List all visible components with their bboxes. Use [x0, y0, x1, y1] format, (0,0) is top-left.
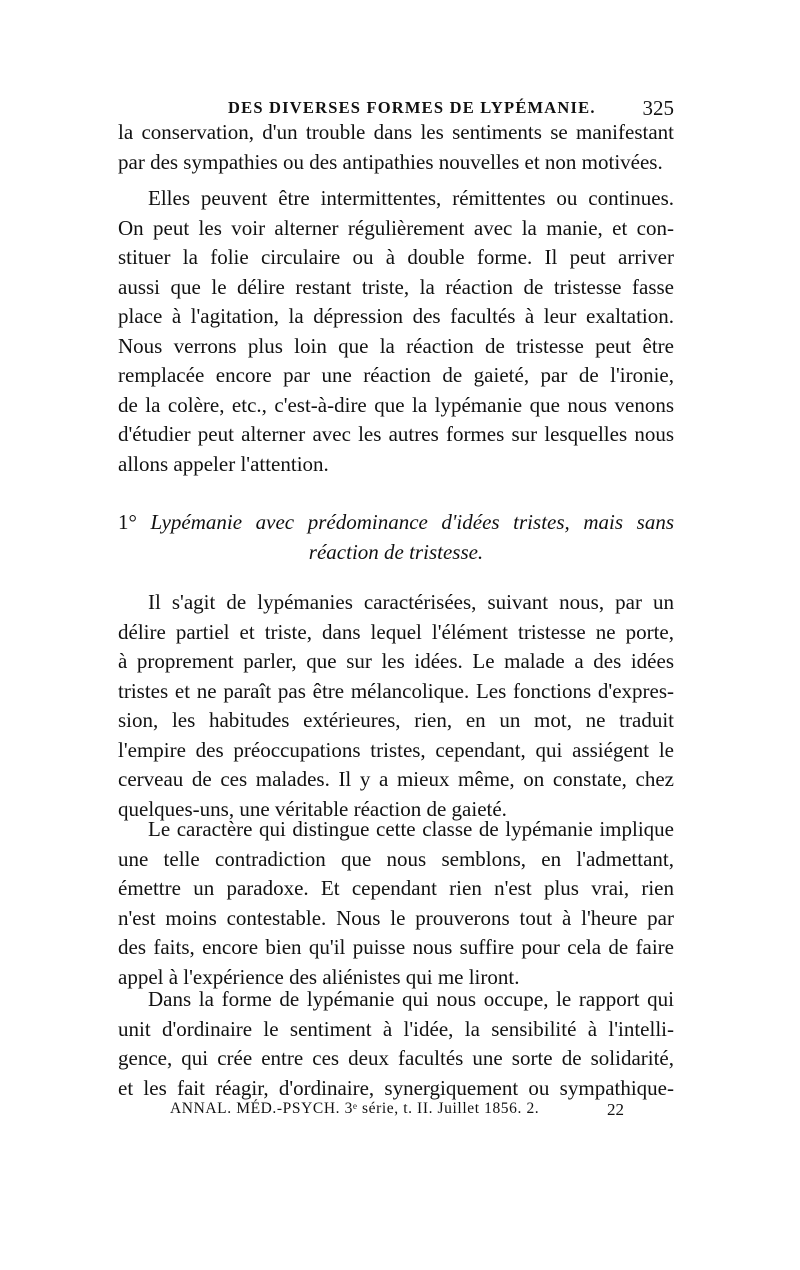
text-line: émettre un paradoxe. Et cependant rien n'est plus vrai, rien	[118, 876, 674, 900]
text-line: cerveau de ces malades. Il y a mieux même, on constate, chez	[118, 767, 674, 791]
text-line: par des sympathies ou des antipathies nouvelles et non motivées.	[118, 149, 663, 174]
footer-signature: ANNAL. MÉD.-PSYCH. 3ᵉ série, t. II. Juillet 1856. 2.	[170, 1100, 540, 1117]
section-heading	[118, 507, 674, 567]
text-line: et les fait réagir, d'ordinaire, synergiquement ou sympathique-	[118, 1075, 674, 1100]
text-line: à proprement parler, que sur les idées. Le malade a des idées	[118, 649, 674, 673]
text-line: de la colère, etc., c'est-à-dire que la lypémanie que nous venons	[118, 392, 674, 417]
text-line: n'est moins contestable. Nous le prouverons tout à l'heure par	[118, 905, 674, 930]
text-line: allons appeler l'attention.	[118, 451, 329, 476]
text-line: sion, les habitudes extérieures, rien, en un mot, ne traduit	[118, 708, 674, 732]
section-title-part-1: Lypémanie avec prédominance d'idées tristes, mais sans	[150, 510, 674, 534]
text-line: Nous verrons plus loin que la réaction de tristesse peut être	[118, 333, 674, 358]
section-number: 1°	[118, 510, 137, 534]
text-line: remplacée encore par une réaction de gaieté, par de l'ironie,	[118, 363, 674, 387]
text-line: quelques-uns, une véritable réaction de gaieté.	[118, 796, 507, 821]
text-line: l'empire des préoccupations tristes, cependant, qui assiégent le	[118, 737, 674, 762]
text-line: place à l'agitation, la dépression des facultés à leur exaltation.	[118, 304, 674, 328]
section-title-part-2: réaction de tristesse.	[308, 540, 484, 564]
text-line: tristes et ne paraît pas être mélancolique. Les fonctions d'expres-	[118, 678, 674, 703]
paragraph	[118, 815, 674, 992]
page-number: 325	[642, 96, 674, 120]
text-line: d'étudier peut alterner avec les autres formes sur lesquelles nous	[118, 422, 674, 446]
paragraph	[118, 184, 674, 479]
page-footer	[118, 1100, 674, 1126]
paragraph-continued	[118, 118, 674, 177]
text-line: une telle contradiction que nous semblons, en l'admettant,	[118, 846, 674, 871]
section-heading-line	[118, 507, 674, 537]
text-line: délire partiel et triste, dans lequel l'élément tristesse ne porte,	[118, 619, 674, 644]
text-line: Dans la forme de lypémanie qui nous occupe, le rapport qui	[148, 987, 674, 1011]
paragraph	[118, 588, 674, 824]
text-line: Il s'agit de lypémanies caractérisées, suivant nous, par un	[148, 590, 674, 614]
text-line: stituer la folie circulaire ou à double forme. Il peut arriver	[118, 245, 674, 269]
text-line: On peut les voir alterner régulièrement avec la manie, et con-	[118, 215, 674, 240]
text-line: gence, qui crée entre ces deux facultés une sorte de solidarité,	[118, 1046, 674, 1070]
paragraph	[118, 985, 674, 1103]
text-line: Elles peuvent être intermittentes, rémittentes ou continues.	[148, 186, 674, 210]
text-line: unit d'ordinaire le sentiment à l'idée, la sensibilité à l'intelli-	[118, 1016, 674, 1041]
footer-sheet-number: 22	[607, 1100, 624, 1119]
text-line: la conservation, d'un trouble dans les sentiments se manifestant	[118, 120, 674, 144]
text-line: aussi que le délire restant triste, la réaction de tristesse fasse	[118, 274, 674, 299]
running-title: DES DIVERSES FORMES DE LYPÉMANIE.	[228, 98, 596, 117]
text-line: des faits, encore bien qu'il puisse nous suffire pour cela de faire	[118, 935, 674, 959]
text-line: Le caractère qui distingue cette classe de lypémanie implique	[148, 817, 674, 841]
text-line: appel à l'expérience des aliénistes qui me liront.	[118, 964, 520, 989]
